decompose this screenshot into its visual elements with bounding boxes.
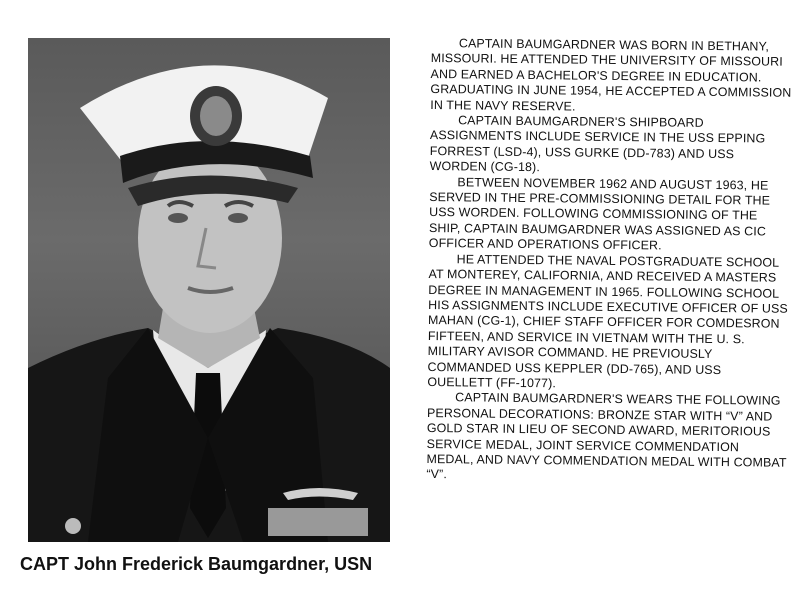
bio-paragraph: CAPTAIN BAUMGARDNER'S SHIPBOARD ASSIGNMENTS INCLUDE SERVICE IN THE USS EPPING FORREST (LSD-4), USS GURKE (DD-783) AND USS WORDEN (CG-18). — [429, 113, 766, 175]
portrait-photo — [28, 38, 390, 542]
bio-paragraph: CAPTAIN BAUMGARDNER WAS BORN IN BETHANY, MISSOURI. HE ATTENDED THE UNIVERSITY OF MISSOURI AND EARNED A BACHELOR'S DEGREE IN EDUCATION. GRADUATING IN JUNE 1954, HE ACCEPTED A COMMISSION IN THE NAVY RESERVE. — [430, 36, 792, 114]
bio-paragraph: CAPTAIN BAUMGARDNER'S WEARS THE FOLLOWING PERSONAL DECORATIONS: BRONZE STAR WITH “V” AND GOLD STAR IN LIEU OF SECOND AWARD, MERITORIOUS SERVICE MEDAL, JOINT SERVICE COMMENDATION MEDAL, AND NAVY COMMENDATION MEDAL WITH COMBAT “V”. — [426, 390, 787, 482]
lapel-pin — [65, 518, 81, 534]
biography-text — [426, 36, 793, 487]
photo-caption: CAPT John Frederick Baumgardner, USN — [20, 554, 373, 574]
bio-paragraph: HE ATTENDED THE NAVAL POSTGRADUATE SCHOOL AT MONTEREY, CALIFORNIA, AND RECEIVED A MASTERS DEGREE IN MANAGEMENT IN 1965. FOLLOWING SCHOOL HIS ASSIGNMENTS INCLUDE EXECUTIVE OFFICER OF USS MAHAN (CG-1), CHIEF STAFF OFFICER FOR COMDESRON FIFTEEN, AND SERVICE IN VIETNAM WITH THE U. S. MILITARY AVISOR COMMAND. HE PREVIOUSLY COMMANDED USS KEPPLER (DD-765), AND USS OUELLETT (FF-1077). — [427, 251, 788, 391]
portrait-illustration — [28, 38, 390, 542]
bio-paragraph: BETWEEN NOVEMBER 1962 AND AUGUST 1963, HE SERVED IN THE PRE-COMMISSIONING DETAIL FOR THE USS WORDEN. FOLLOWING COMMISSIONING OF THE SHIP, CAPTAIN BAUMGARDNER WAS ASSIGNED AS CIC OFFICER AND OPERATIONS OFFICER. — [428, 174, 771, 253]
face — [138, 143, 282, 333]
ribbon-bar — [268, 508, 368, 536]
